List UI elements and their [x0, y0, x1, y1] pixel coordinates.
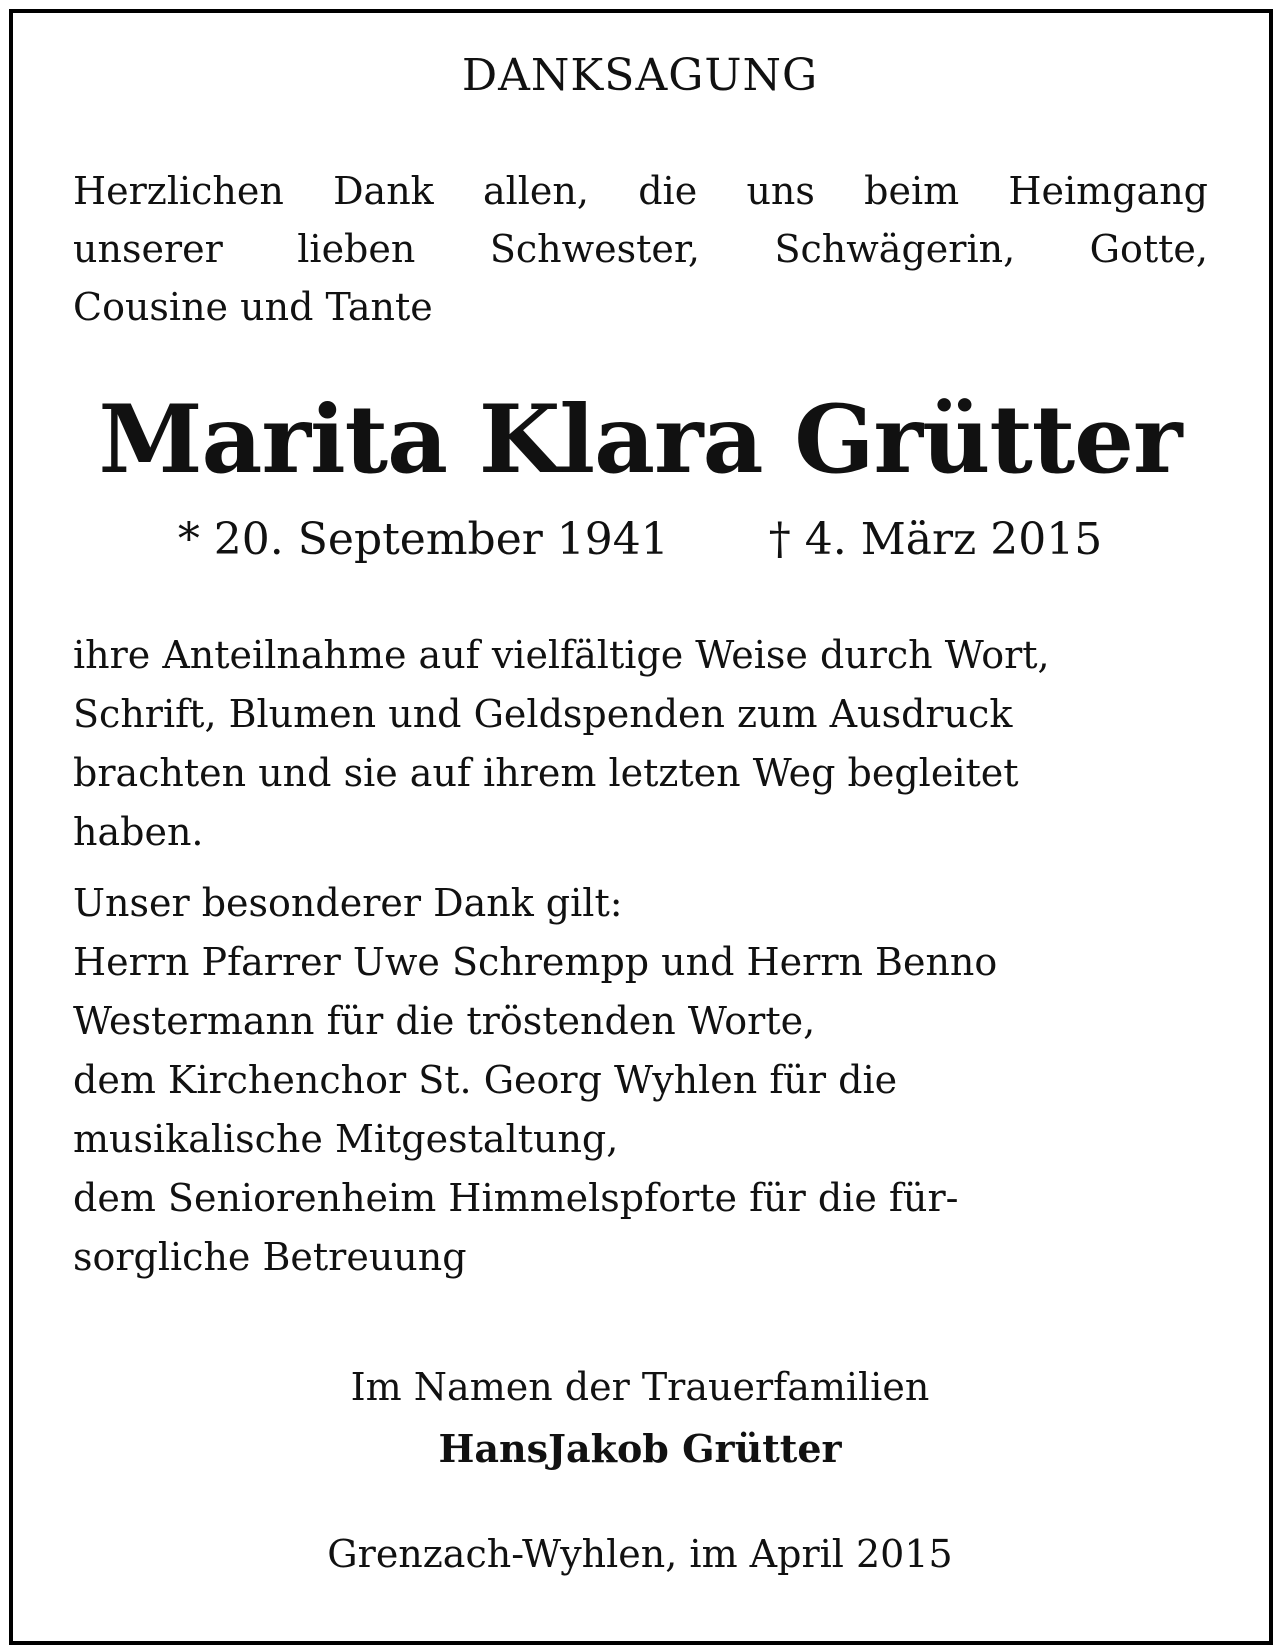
paragraph-line: Schrift, Blumen und Geldspenden zum Ausdruck: [73, 692, 1013, 736]
special-thanks-paragraph: [73, 874, 1213, 1287]
death-date: † 4. März 2015: [768, 514, 1103, 565]
place-date: Grenzach-Wyhlen, im April 2015: [327, 1532, 953, 1576]
paragraph-line: dem Kirchenchor St. Georg Wyhlen für die: [73, 1058, 898, 1102]
paragraph-line: Westermann für die tröstenden Worte,: [73, 999, 816, 1043]
paragraph-line: Unser besonderer Dank gilt:: [73, 881, 623, 925]
intro-text: [73, 162, 1208, 336]
intro-line: Herzlichen Dank allen, die uns beim Heimgang: [73, 169, 1208, 213]
paragraph-line: sorgliche Betreuung: [73, 1235, 467, 1279]
paragraph-line: Herrn Pfarrer Uwe Schrempp und Herrn Benno: [73, 940, 998, 984]
birth-date: * 20. September 1941: [177, 514, 669, 565]
notice-heading: DANKSAGUNG: [461, 50, 819, 101]
signer-name: HansJakob Grütter: [438, 1426, 842, 1471]
closing-line: Im Namen der Trauerfamilien: [350, 1365, 930, 1409]
deceased-name: Marita Klara Grütter: [98, 385, 1182, 495]
intro-line: Cousine und Tante: [73, 285, 433, 329]
paragraph-line: brachten und sie auf ihrem letzten Weg begleitet: [73, 751, 1019, 795]
paragraph-line: haben.: [73, 810, 204, 854]
thanks-paragraph: [73, 626, 1213, 862]
paragraph-line: ihre Anteilnahme auf vielfältige Weise durch Wort,: [73, 633, 1050, 677]
paragraph-line: dem Seniorenheim Himmelspforte für die für-: [73, 1176, 959, 1220]
intro-line: unserer lieben Schwester, Schwägerin, Gotte,: [73, 227, 1208, 271]
life-dates: [0, 510, 1280, 570]
paragraph-line: musikalische Mitgestaltung,: [73, 1117, 619, 1161]
